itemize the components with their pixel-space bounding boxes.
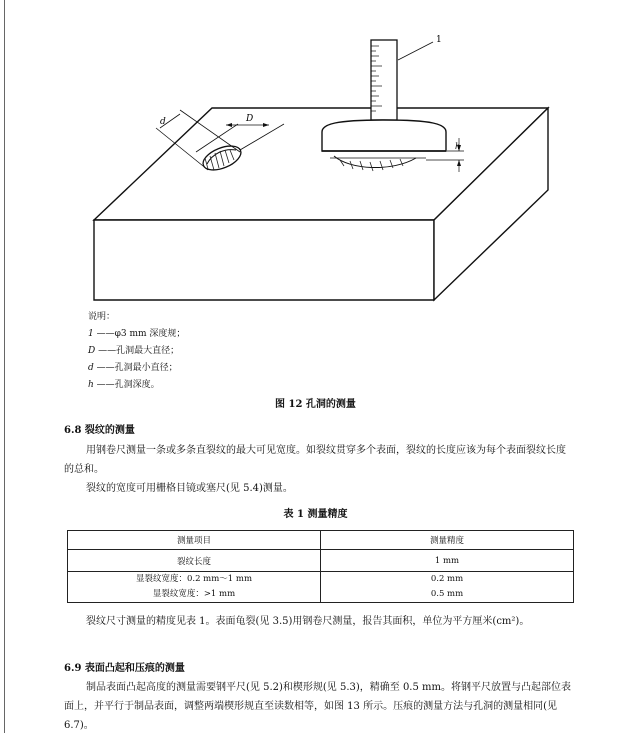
label-d: d xyxy=(160,117,166,127)
table-row xyxy=(68,550,574,572)
legend-item: h ——孔洞深度。 xyxy=(88,380,160,390)
paragraph-after-table: 裂纹尺寸测量的精度见表 1。表面龟裂(见 3.5)用钢卷尺测量，报告其面积，单位为平方厘米(cm²)。 xyxy=(86,616,530,627)
block-outline xyxy=(94,108,548,300)
table-cell-item: 裂纹长度 xyxy=(68,550,321,572)
table-cell-line: 0.2 mm xyxy=(430,574,464,584)
section-6-9-paragraph-1: 制品表面凸起高度的测量需要钢平尺(见 5.2)和楔形规(见 5.3)，精确至 0.5 mm。将钢平尺放置与凸起部位表面上，并平行于制品表面，调整两端楔形规直至读数相等，如图 13 所示。压痕的测量方法与孔洞的测量相同(见 6.7)。 xyxy=(64,682,571,731)
legend-item: 1 ——φ3 mm 深度规； xyxy=(88,329,186,339)
figure-12-drawing xyxy=(0,0,631,310)
table-cell-line: 显裂纹宽度：>1 mm xyxy=(152,589,236,599)
table-header-precision: 测量精度 xyxy=(321,531,574,550)
figure-caption: 图 12 孔洞的测量 xyxy=(275,399,356,410)
section-6-8-paragraph-1: 用钢卷尺测量一条或多条直裂纹的最大可见宽度。如裂纹贯穿多个表面，裂纹的长度应该为每个表面裂纹长度的总和。 xyxy=(64,445,566,475)
measurement-precision-table xyxy=(67,530,574,603)
table-header-item: 测量项目 xyxy=(68,531,321,550)
callout-1: 1 xyxy=(436,35,442,45)
label-h: h xyxy=(455,142,461,151)
table-title: 表 1 测量精度 xyxy=(283,509,348,520)
section-6-9-heading: 6.9 表面凸起和压痕的测量 xyxy=(64,663,185,674)
section-6-8-heading: 6.8 裂纹的测量 xyxy=(64,425,135,436)
label-D: D xyxy=(246,114,254,124)
table-cell-precision: 1 mm xyxy=(321,550,574,572)
legend-title: 说明： xyxy=(88,312,116,322)
table-cell-precision xyxy=(321,572,574,603)
table-cell-line: 显裂纹宽度：0.2 mm～1 mm xyxy=(135,574,253,584)
table-header-row xyxy=(68,531,574,550)
table-row xyxy=(68,572,574,603)
section-6-8-paragraph-2: 裂纹的宽度可用栅格目镜或塞尺(见 5.4)测量。 xyxy=(86,483,293,494)
legend-item: D ——孔洞最大直径； xyxy=(88,346,180,356)
table-cell-item xyxy=(68,572,321,603)
figure-legend xyxy=(88,309,185,394)
table-cell-line: 0.5 mm xyxy=(430,589,464,599)
legend-item: d ——孔洞最小直径； xyxy=(88,363,178,373)
